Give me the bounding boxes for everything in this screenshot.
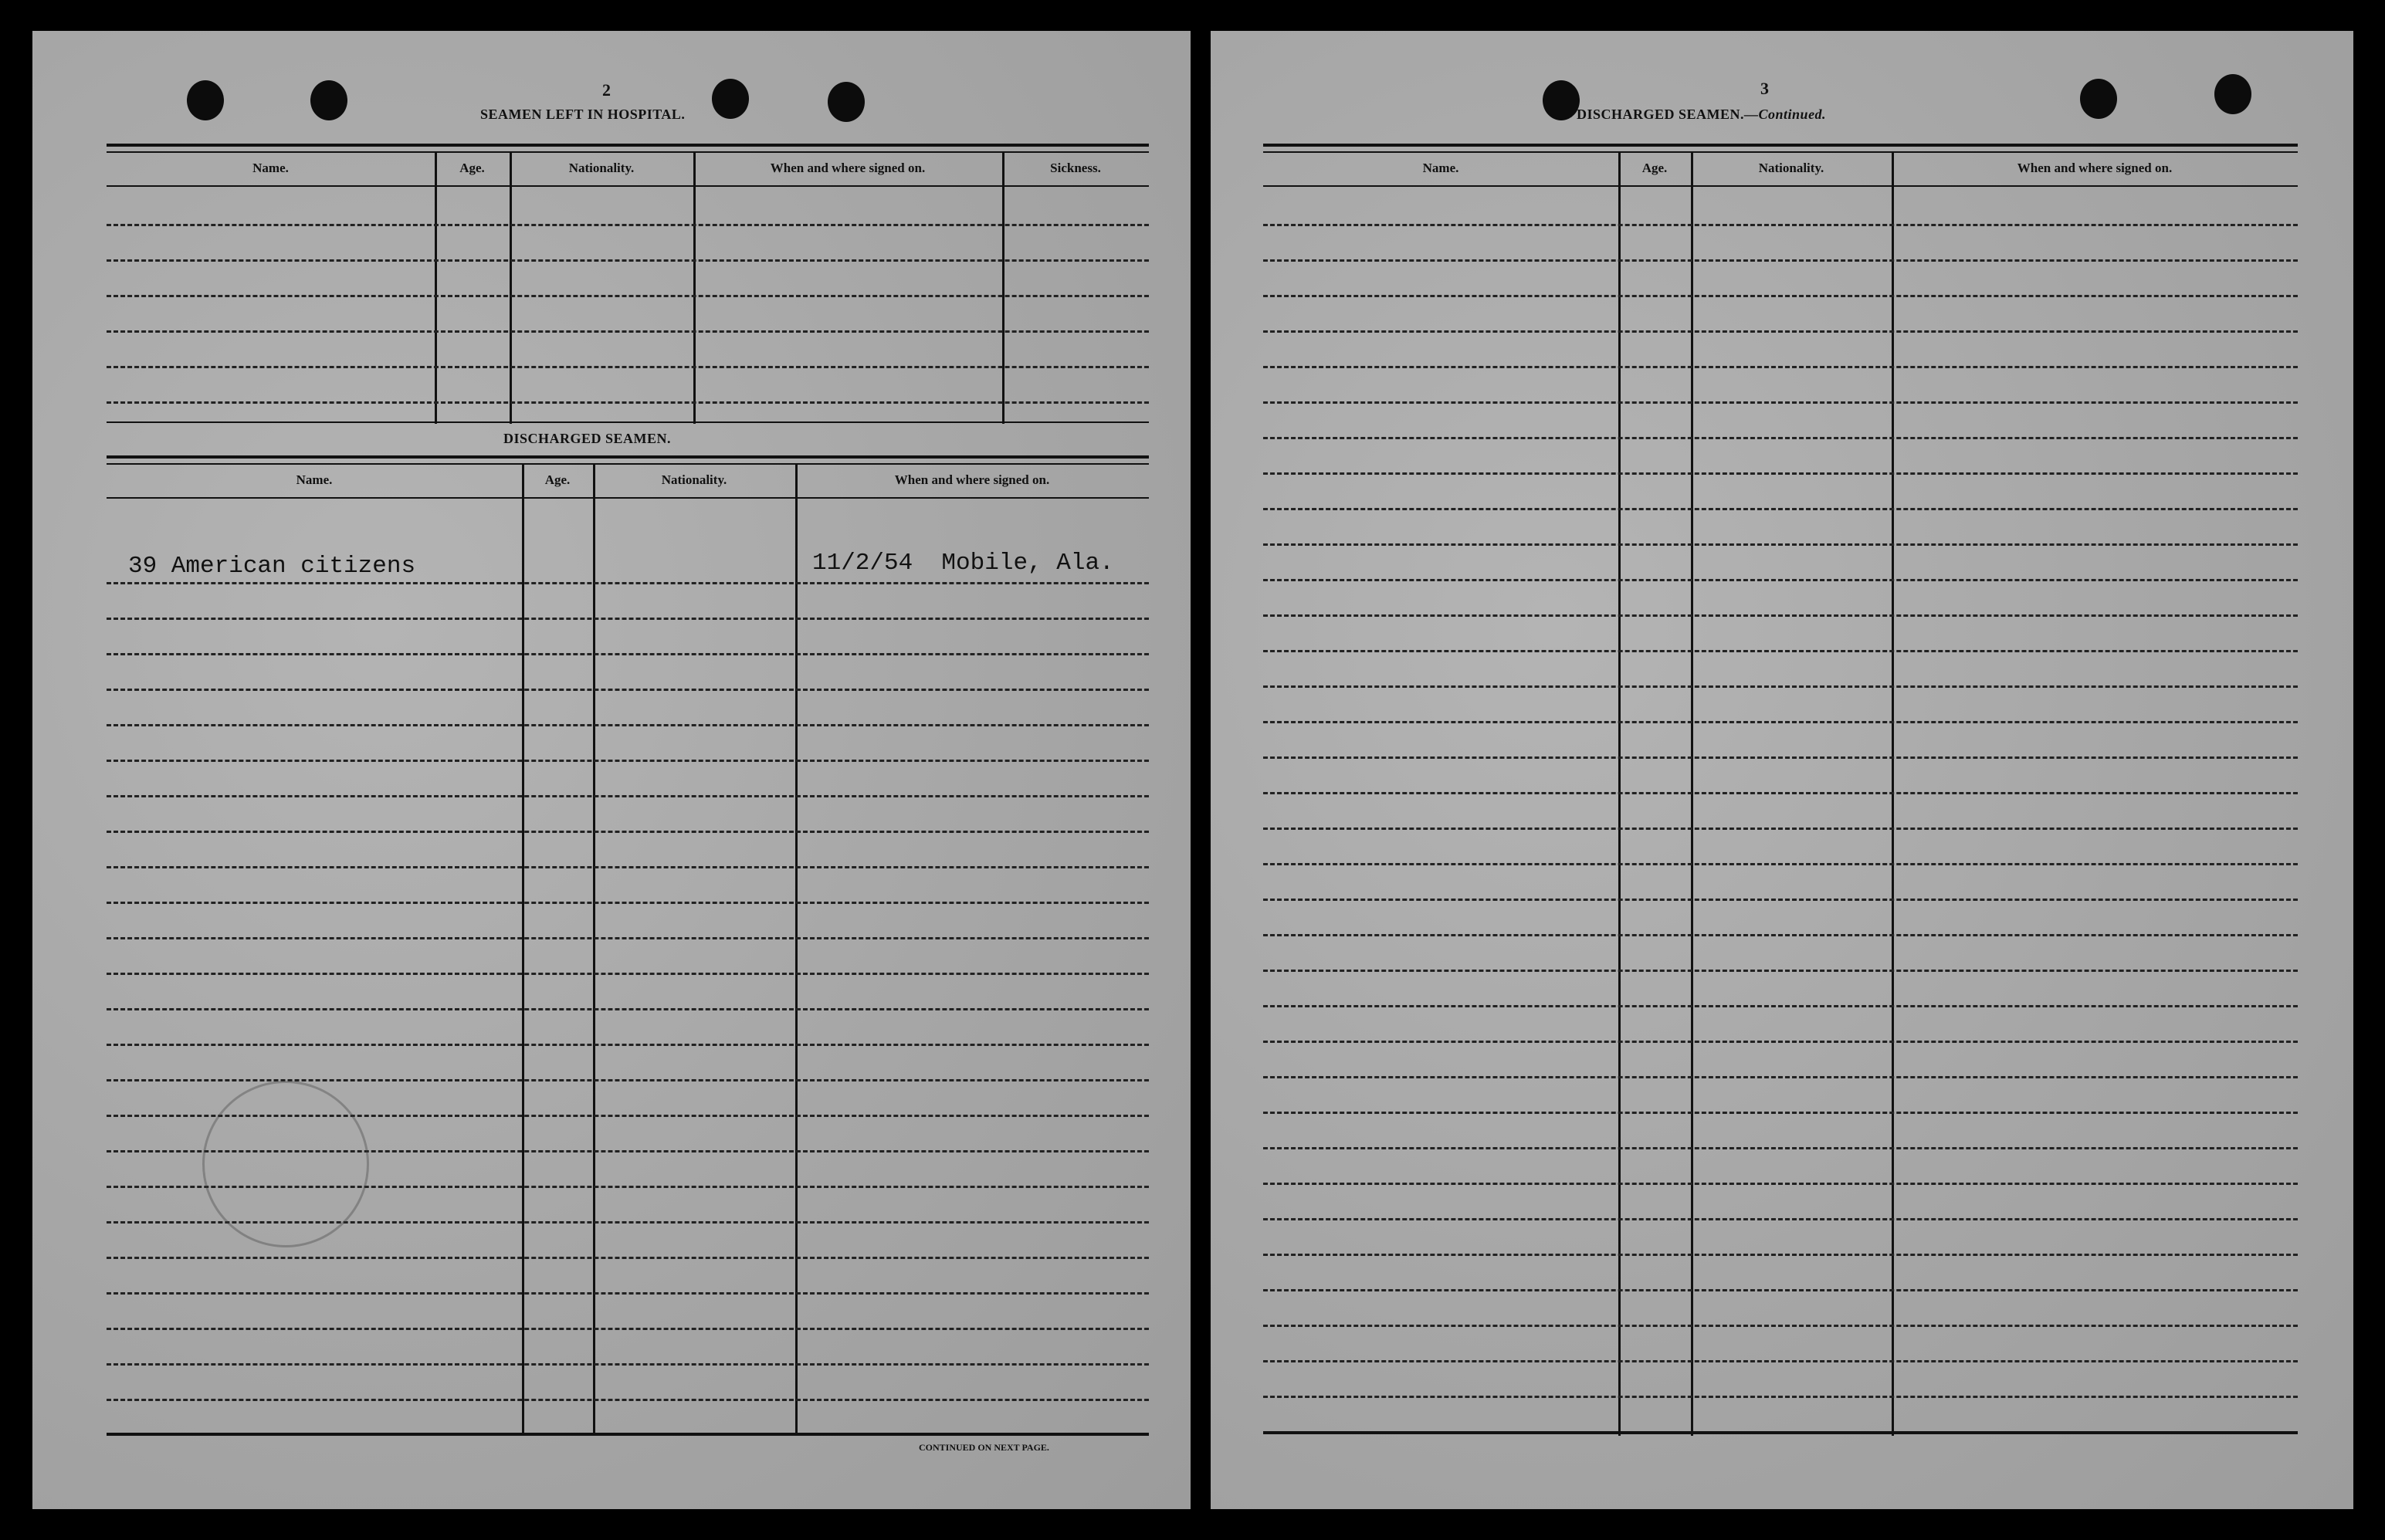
entry-signed-on: 11/2/54 Mobile, Ala. [812,550,1114,577]
punch-hole [187,80,224,120]
left-page [32,31,1191,1509]
col-nationality: Nationality. [661,472,727,487]
col-name: Name. [296,472,333,487]
punch-hole [1543,80,1580,120]
punch-hole [2214,74,2251,114]
discharged-table [107,455,1149,1444]
col-signed-on: When and where signed on. [894,472,1050,487]
col-nationality: Nationality. [568,161,635,175]
col-name: Name. [1422,161,1459,175]
col-nationality: Nationality. [1758,161,1824,175]
right-page [1211,31,2353,1509]
punch-hole [712,79,749,119]
title-main: DISCHARGED SEAMEN. [1577,107,1745,122]
col-signed-on: When and where signed on. [770,161,926,175]
hospital-table [107,144,1149,452]
punch-hole [310,80,347,120]
discharged-continued-table [1263,144,2298,1440]
col-sickness: Sickness. [1050,161,1101,175]
faint-stamp [202,1081,369,1247]
col-signed-on: When and where signed on. [2017,161,2173,175]
discharged-continued-title [1577,107,1826,123]
punch-hole [2080,79,2117,119]
hospital-section-title: SEAMEN LEFT IN HOSPITAL. [480,107,686,122]
col-age: Age. [544,472,571,487]
title-suffix: —Continued. [1744,107,1827,122]
col-name: Name. [252,161,289,175]
page-number: 3 [1760,79,1769,98]
entry-name: 39 American citizens [128,553,416,580]
discharged-section-title: DISCHARGED SEAMEN. [503,431,672,446]
page-number: 2 [602,80,611,100]
continued-note: CONTINUED ON NEXT PAGE. [919,1442,1049,1453]
col-age: Age. [459,161,485,175]
col-age: Age. [1641,161,1668,175]
punch-hole [828,82,865,122]
